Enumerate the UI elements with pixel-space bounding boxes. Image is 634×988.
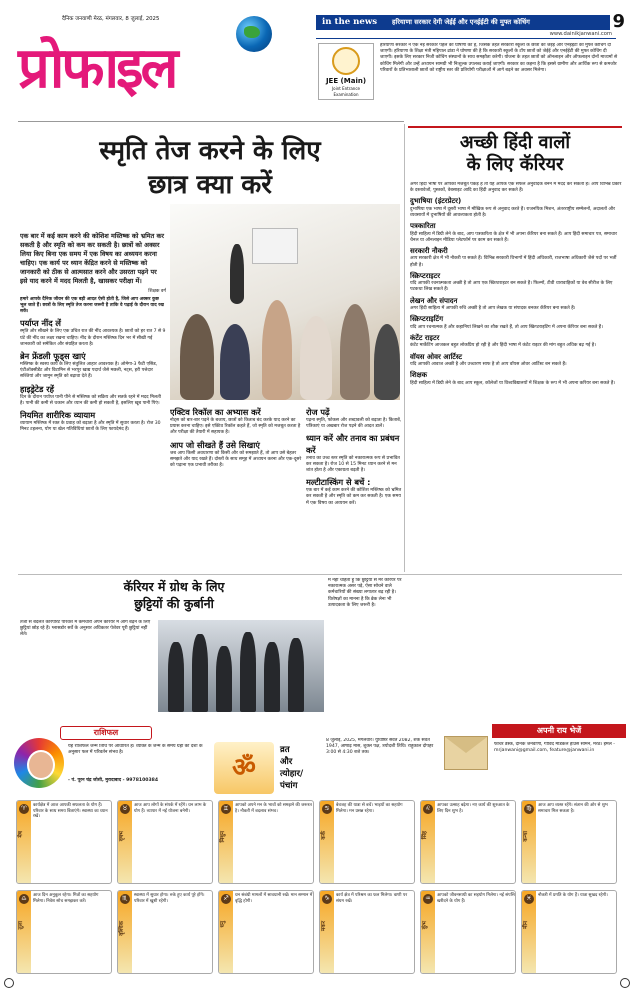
sidebar-title-line2: के लिए कॅरियर: [466, 154, 564, 175]
website-url: www.dainikjanwani.com: [549, 31, 612, 37]
zodiac-text: आज दिन अनुकूल रहेगा। मित्रों का सहयोग मिलेगा। निवेश सोच समझकर करें।: [33, 893, 99, 904]
sidebar-section-title: पत्रकारिता: [410, 222, 436, 231]
zodiac-name: कुंभ: [422, 921, 428, 930]
person-figure: [192, 634, 208, 712]
sidebar-section-text: यदि आपकी आवाज अच्छी है और उच्चारण साफ है तो आप वॉयस ओवर आर्टिस्ट बन सकते हैं।: [410, 361, 567, 367]
sidebar-section-title: सरकारी नौकरी: [410, 247, 448, 255]
main-title-line2: छात्र क्या करें: [148, 170, 272, 200]
envelope-icon: [444, 736, 488, 770]
student-figure: [220, 324, 250, 400]
section-food-title: ब्रेन फ्रेंडली फूड्स खाएं: [20, 350, 86, 361]
registration-mark: [620, 978, 630, 988]
student-figure: [374, 324, 400, 400]
jee-seal-icon: [332, 47, 360, 75]
person-figure: [168, 642, 184, 712]
zodiac-name: सिंह: [422, 831, 428, 840]
astrologer-avatar: [14, 738, 64, 788]
zodiac-symbol-icon: ♊: [221, 804, 231, 814]
row-rule: [18, 574, 622, 575]
zodiac-symbol-icon: ♏: [120, 894, 130, 904]
section-multitask-text: एक बार में कई काम करने की कोशिश मस्तिष्क को भ्रमित कर सकती है और स्मृति को कम कर सकती है। एक समय में एक विषय का अध्ययन करें।: [306, 488, 402, 506]
main-right-column: [306, 404, 402, 572]
zodiac-name: वृश्चिक: [119, 921, 125, 936]
section-recall-title: एक्टिव रिकॉल का अभ्यास करें: [170, 407, 261, 417]
section-read-text: पढ़ना स्मृति, फोकस और शब्दावली को बढ़ाता है। किताबें, पत्रिकाएं या अखबार रोज पढ़ने की आदत डालें।: [306, 418, 402, 430]
zodiac-name: मीन: [523, 921, 529, 929]
rashifal-intro: यह राशिफल जन्म तिथि पर आधारित है। व्यक्ति के जन्म के समय ग्रहों की दशा के अनुसार फल में परिवर्तन संभव है।: [68, 744, 203, 756]
zodiac-card: [16, 800, 112, 884]
zodiac-symbol-icon: ♐: [221, 894, 231, 904]
jee-logo-box: [318, 43, 374, 100]
zodiac-name: तुला: [18, 921, 24, 930]
sidebar-section-text: दुभाषिया एक भाषा में दूसरी भाषा में मौखिक रूप से अनुवाद करते हैं। राजनयिक मिशन, अंतरराष्ट्रीय सम्मेलनों, अदालतों और व्यवसायों में दुभाषियों की आवश्यकता होती है।: [410, 206, 615, 218]
section-multitask-title: मल्टीटास्किंग से बचें :: [306, 477, 371, 488]
feature-title-line2: छुट्टियों की कुर्बानी: [134, 596, 214, 611]
zodiac-name: मेष: [18, 831, 24, 838]
zodiac-symbol-icon: ♍: [524, 804, 534, 814]
masthead-meta: दैनिक जनवाणी मेरठ, मंगलवार, 8 जुलाई, 2025: [62, 16, 160, 22]
zodiac-text: आपको अपने मन के भावों को समझने की जरूरत है। नौकरी में बदलाव संभव।: [235, 803, 312, 814]
main-intro: एक बार में कई काम करने की कोशिश मस्तिष्क को भ्रमित कर सकती है और स्मृति को कम कर सकती है। छात्रों को अक्सर लिया किए बिना एक समय में एक विषय का अध्ययन करना चाहिए। एक कार्य पर ध्यान केंद्रित करने से मस्तिष्क को जानकारी को ठीक से आत्मसात करने और उसरता पढ़ने पर इसे याद करने में मदद मिलती है, खासकर परीक्षा में।: [20, 232, 164, 286]
send-opinion-heading: अपनी राय भेजें: [492, 724, 626, 738]
sidebar-sections: [410, 197, 622, 386]
section-food-text: मस्तिष्क के स्वस्थ कार्य के लिए संतुलित आहार आवश्यक है। ओमेगा-3 फैटी एसिड, एंटीऑक्सीडेंट और विटामिन से भरपूर खाद्य पदार्थ जैसे मछली, नट्स, हरी पत्तेदार सब्जियां और जामुन स्मृति को बढ़ावा देते हैं।: [20, 362, 158, 380]
vrat-line3: त्योहार/: [280, 769, 304, 779]
person-figure: [240, 632, 256, 712]
sidebar-accent-bar: [408, 126, 622, 128]
zodiac-text: कार्यक्षेत्र में आज आपकी सफलता के योग हैं। परिवार के साथ समय बिताएंगे। स्वास्थ्य का ध्यान रखें।: [33, 803, 108, 820]
sidebar-section-text: कंटेंट मार्केटिंग आजकल बहुत लोकप्रिय हो रही है और हिंदी भाषा में कंटेंट राइटर की मांग बहुत अधिक बढ़ गई है।: [410, 343, 596, 349]
section-meditate-text: तनाव का उच्च स्तर स्मृति को नकारात्मक रूप से प्रभावित कर सकता है। रोज 10 से 15 मिनट ध्यान करने से मन शांत होता है और एकाग्रता बढ़ती है।: [306, 455, 400, 473]
section-teach-text: जब आप किसी अवधारणा को किसी और को समझाते हैं, तो आप उसे बेहतर समझते और याद रखते हैं। दोस्तों के साथ समूह में अध्ययन करना और एक-दूसरे को पढ़ाना एक प्रभावी तरीका है।: [170, 450, 302, 469]
jee-sublabel: Joint Entrance Examination: [331, 86, 361, 97]
sidebar-body: [410, 182, 622, 712]
page-number: 9: [612, 11, 625, 32]
section-read-title: रोज पढ़ें: [306, 407, 330, 417]
zodiac-name: वृषभ: [119, 831, 125, 842]
section-sleep-text: स्मृति और सीखने के लिए एक उचित रात की नींद आवश्यक है। छात्रों को हर रात 7 से 9 घंटे की नींद का लक्ष्य रखना चाहिए। नींद के दौरान मस्तिष्क दिन भर में सीखी गई जानकारी को समेकित और संग्रहित करता है।: [20, 329, 166, 347]
top-divider: [316, 38, 616, 39]
teacher-figure: [230, 244, 244, 304]
student-figure: [340, 304, 370, 400]
profile-brand-title: प्रोफाइल: [18, 35, 176, 101]
zodiac-text: आपको जीवनसाथी का सहयोग मिलेगा। नई संपत्ति खरीदने के योग हैं।: [437, 893, 515, 904]
section-recall-text: नोट्स को बार-बार पढ़ने के बजाय, छात्रों को किताब बंद करके याद करने का प्रयास करना चाहिए। इसे एक्टिव रिकॉल कहते हैं, जो स्मृति को मजबूत करता है और परीक्षा की तैयारी में सहायक है।: [170, 418, 301, 436]
zodiac-text: आज आप लोगों के संपर्क में रहेंगे। धन लाभ के योग हैं। व्यापार में नई योजना बनेगी।: [134, 803, 207, 814]
person-figure: [264, 642, 280, 712]
rashifal-heading: राशिफल: [60, 726, 152, 740]
vrat-line4: पंचांग: [280, 781, 298, 791]
zodiac-card: [420, 890, 516, 974]
sidebar-section-title: वॉयस ओवर आर्टिस्ट: [410, 352, 463, 361]
rashifal-author: - पं. पूरन चंद्र जोशी, मुरादाबाद - 9978100384: [68, 778, 159, 783]
zodiac-card: [319, 800, 415, 884]
zodiac-symbol-icon: ♌: [423, 804, 433, 814]
person-figure: [216, 646, 232, 712]
main-intro-column: [20, 232, 166, 562]
zodiac-card: [420, 800, 516, 884]
student-figure: [300, 316, 332, 400]
jee-label: JEE (Main): [325, 77, 367, 85]
zodiac-card: [521, 890, 617, 974]
zodiac-card: [521, 800, 617, 884]
sidebar-section-text: हिंदी साहित्य में डिग्री लेने के बाद आप स्कूल, कॉलेजों या विश्वविद्यालयों में शिक्षक के रूप में भी अपना करियर बना सकते हैं।: [410, 380, 615, 386]
vrat-line1: व्रत: [280, 745, 290, 755]
classroom-photo: [170, 204, 400, 400]
zodiac-card: [16, 890, 112, 974]
jee-story-text: हरियाणा सरकार ने एक नई सरकार पहल की घोषणा की है, जिसके तहत सरकारी स्कूलों के छात्रों को जेईई और एनईईटी की मुफ्त कोचिंग दी जाएगी। हरियाणा के शिक्षा मंत्री महिपाल ढांडा ने घोषणा की है कि सरकारी स्कूलों के टॉप छात्रों को जेईई और एनईईटी की मुफ्त कोचिंग दी जाएगी। इसके लिए सरकार निजी कोचिंग संस्थानों के साथ समझौता करेगी। योजना के तहत छात्रों को ऑनलाइन और ऑफलाइन दोनों माध्यमों से कोचिंग मिलेगी और उन्हें अध्ययन सामग्री भी निःशुल्क उपलब्ध कराई जाएगी। सरकार का कहना है कि इससे ग्रामीण और आर्थिक रूप से कमजोर परिवारों के प्रतिभाशाली छात्रों को राष्ट्रीय स्तर की प्रतियोगी परीक्षाओं में आगे बढ़ने का अवसर मिलेगा।: [380, 43, 618, 73]
column-rule: [404, 124, 405, 572]
zodiac-symbol-icon: ♈: [19, 804, 29, 814]
feature-title-line1: कॅरियर में ग्रोथ के लिए: [123, 579, 225, 594]
sidebar-section-title: शिक्षक: [410, 371, 427, 380]
news-headline-bar: हरियाणा सरकार देगी जेईई और एनईईटी की मुफ्त कोचिंग: [386, 15, 610, 30]
section-divider: [18, 121, 404, 122]
vrat-heading: [280, 744, 322, 792]
globe-icon: [236, 16, 272, 52]
zodiac-symbol-icon: ♑: [322, 894, 332, 904]
in-the-news-label: in the news: [316, 15, 386, 30]
main-article-title: [30, 134, 390, 202]
office-team-photo: [158, 620, 324, 712]
sidebar-section-text: यदि आप रचनात्मक हैं और कहानियां लिखने का शौक रखते हैं, तो आप स्क्रिप्टराइटिंग में अपना कॅरियर बना सकते हैं।: [410, 324, 603, 330]
main-middle-column: [170, 404, 302, 572]
zodiac-name: कर्क: [321, 831, 327, 840]
zodiac-card: [218, 800, 314, 884]
feature-text-left: तेजी से बदलते कॉरपोरेट परिवेश में कर्मचारी अपने कॅरियर में आगे बढ़ने के लिए छुट्टियां छोड़ रहे हैं। ग्लासडोर सर्वे के अनुसार अधिकतर पेशेवर पूरी छुट्टियां नहीं लेते।: [20, 620, 151, 638]
zodiac-card: [218, 890, 314, 974]
vrat-text: 8 जुलाई, 2025, मंगलवार। युधिष्ठिर संवत 2082, शक संवत 1947, आषाढ़ मास, शुक्ल पक्ष, त्रयोदशी तिथि। राहुकाल दोपहर 3:00 से 4:30 बजे तक।: [326, 738, 434, 756]
sidebar-section-text: अगर हिंदी साहित्य में आपकी रुचि अच्छी है तो आप लेखक या संपादक बनकर कॅरियर बना सकते हैं।: [410, 306, 576, 312]
zodiac-text: स्वास्थ्य में सुधार होगा। रुके हुए कार्य पूरे होंगे। परिवार में खुशी रहेगी।: [134, 893, 205, 904]
section-exercise-text: व्यायाम मस्तिष्क में रक्त के प्रवाह को बढ़ाता है और स्मृति में सुधार करता है। रोज 30 मिनट टहलना, योग या खेल गतिविधियां छात्रों के लिए फायदेमंद हैं।: [20, 421, 161, 433]
zodiac-text: आपका उत्साह बढ़ेगा। नए कार्य की शुरुआत के लिए दिन शुभ है।: [437, 803, 510, 814]
section-hydrate-text: दिन के दौरान पर्याप्त पानी पीने से मस्तिष्क को सक्रिय और सतर्क रहने में मदद मिलती है। पानी की कमी से थकान और ध्यान की कमी हो सकती है, इसलिए खूब पानी पिएं।: [20, 394, 161, 406]
section-hydrate-title: हाइड्रेटेड रहें: [20, 383, 54, 394]
sidebar-intro: अगर हिंदी भाषा पर आपकी मजबूत पकड़ है तो यह आपके एक सफल अनुवादक बनने में मदद कर सकती है। आप विभिन्न प्रकार के दस्तावेजों, पुस्तकों, वेबसाइट आदि का हिंदी अनुवाद कर सकते हैं।: [410, 182, 622, 194]
main-title-line1: स्मृति तेज करने के लिए: [99, 136, 321, 166]
section-teach-title: आप जो सीखते हैं उसे सिखाएं: [170, 439, 260, 450]
zodiac-symbol-icon: ♒: [423, 894, 433, 904]
zodiac-text: नौकरी में प्रगति के योग हैं। यात्रा सुखद रहेगी।: [538, 893, 608, 898]
feature-text-right: मैं नहीं चाहता हूं कि छुट्टियों से मेरे कॅरियर पर नकारात्मक असर पड़े, ऐसा सोचने वाले कर्मचारियों की संख्या लगातार बढ़ रही है। विशेषज्ञों का मानना है कि ब्रेक लेना भी उत्पादकता के लिए जरूरी है।: [328, 578, 402, 608]
zodiac-card: [117, 800, 213, 884]
sidebar-section-title: स्क्रिप्टराइटर: [410, 271, 441, 280]
sidebar-section-title: दुभाषिया (इंटरप्रेटर): [410, 197, 462, 206]
zodiac-symbol-icon: ♉: [120, 804, 130, 814]
feature-title: [24, 578, 324, 612]
zodiac-name: मकर: [321, 921, 327, 931]
zodiac-text: आज आप व्यस्त रहेंगे। संतान की ओर से शुभ समाचार मिल सकता है।: [538, 803, 608, 814]
sidebar-section-text: यदि आपकी रचनात्मकता अच्छी है तो आप एक स्क्रिप्टराइटर बन सकते हैं। फिल्मों, टीवी धारावाहिकों या वेब सीरीज के लिए पटकथा लिख सकते हैं।: [410, 281, 613, 293]
main-byline: शिक्षक वर्ग: [148, 288, 166, 294]
om-icon: ॐ: [214, 742, 274, 794]
section-meditate-title: ध्यान करें और तनाव का प्रबंधन करें: [306, 433, 400, 455]
main-lede: हमारे आपके दैनिक जीवन की एक बड़ी आदत ऐसी होती है, जिसे आप अक्सर कुछ भूल जाते हैं। छात्रों के लिए स्मृति तेज करना जरूरी है ताकि वे पढ़ाई के दौरान याद रख सकें।: [20, 296, 164, 315]
zodiac-name: कन्या: [523, 831, 529, 842]
sidebar-title-line1: अच्छी हिंदी वालों: [459, 132, 571, 153]
person-figure: [288, 638, 304, 712]
zodiac-text: कार्य क्षेत्र में परिश्रम का फल मिलेगा। वाणी पर संयम रखें।: [336, 893, 408, 904]
registration-mark: [4, 978, 14, 988]
sidebar-section-title: लेखन और संपादन: [410, 296, 458, 305]
zodiac-symbol-icon: ♋: [322, 804, 332, 814]
zodiac-name: मिथुन: [220, 831, 226, 843]
zodiac-symbol-icon: ♎: [19, 894, 29, 904]
sidebar-section-title: स्क्रिप्टराइटिंग: [410, 315, 444, 324]
section-sleep-title: पर्याप्त नींद लें: [20, 318, 61, 329]
student-figure: [262, 300, 292, 400]
zodiac-text: बेवजह की यात्रा से बचें। भाइयों का सहयोग मिलेगा। मन प्रसन्न रहेगा।: [336, 803, 403, 814]
sidebar-section-title: कंटेंट राइटर: [410, 333, 440, 342]
student-figure: [180, 314, 214, 400]
zodiac-card: [117, 890, 213, 974]
zodiac-symbol-icon: ♓: [524, 894, 534, 904]
sidebar-section-text: आप सरकारी क्षेत्र में भी नौकरी पा सकते हैं। विभिन्न सरकारी विभागों में हिंदी अधिकारी, राजभाषा अधिकारी जैसे पदों पर भर्ती होती है।: [410, 256, 617, 268]
vrat-line2: और: [280, 757, 293, 767]
sidebar-section-text: हिंदी साहित्य में डिग्री लेने के बाद, आप पत्रकारिता के क्षेत्र में भी अपना कॅरियर बना सकते हैं। आप हिंदी समाचार पत्र, समाचार चैनल या ऑनलाइन मीडिया प्लेटफॉर्म पर काम कर सकते हैं।: [410, 231, 617, 243]
zodiac-name: धनु: [220, 921, 226, 928]
projector-screen: [252, 228, 298, 264]
zodiac-text: धन संबंधी मामलों में सावधानी रखें। मान सम्मान में वृद्धि होगी।: [235, 893, 313, 904]
zodiac-card: [319, 890, 415, 974]
send-opinion-text: फीचर डेस्क, दैनिक जनवाणी, गोविंद मेडिकल हाउस सामने, मेरठ। ईमेल - mrjanwani@gmail.com, feature@janwani.in: [494, 742, 615, 754]
section-exercise-title: नियमित शारीरिक व्यायाम: [20, 410, 96, 420]
sidebar-title: [408, 132, 622, 176]
